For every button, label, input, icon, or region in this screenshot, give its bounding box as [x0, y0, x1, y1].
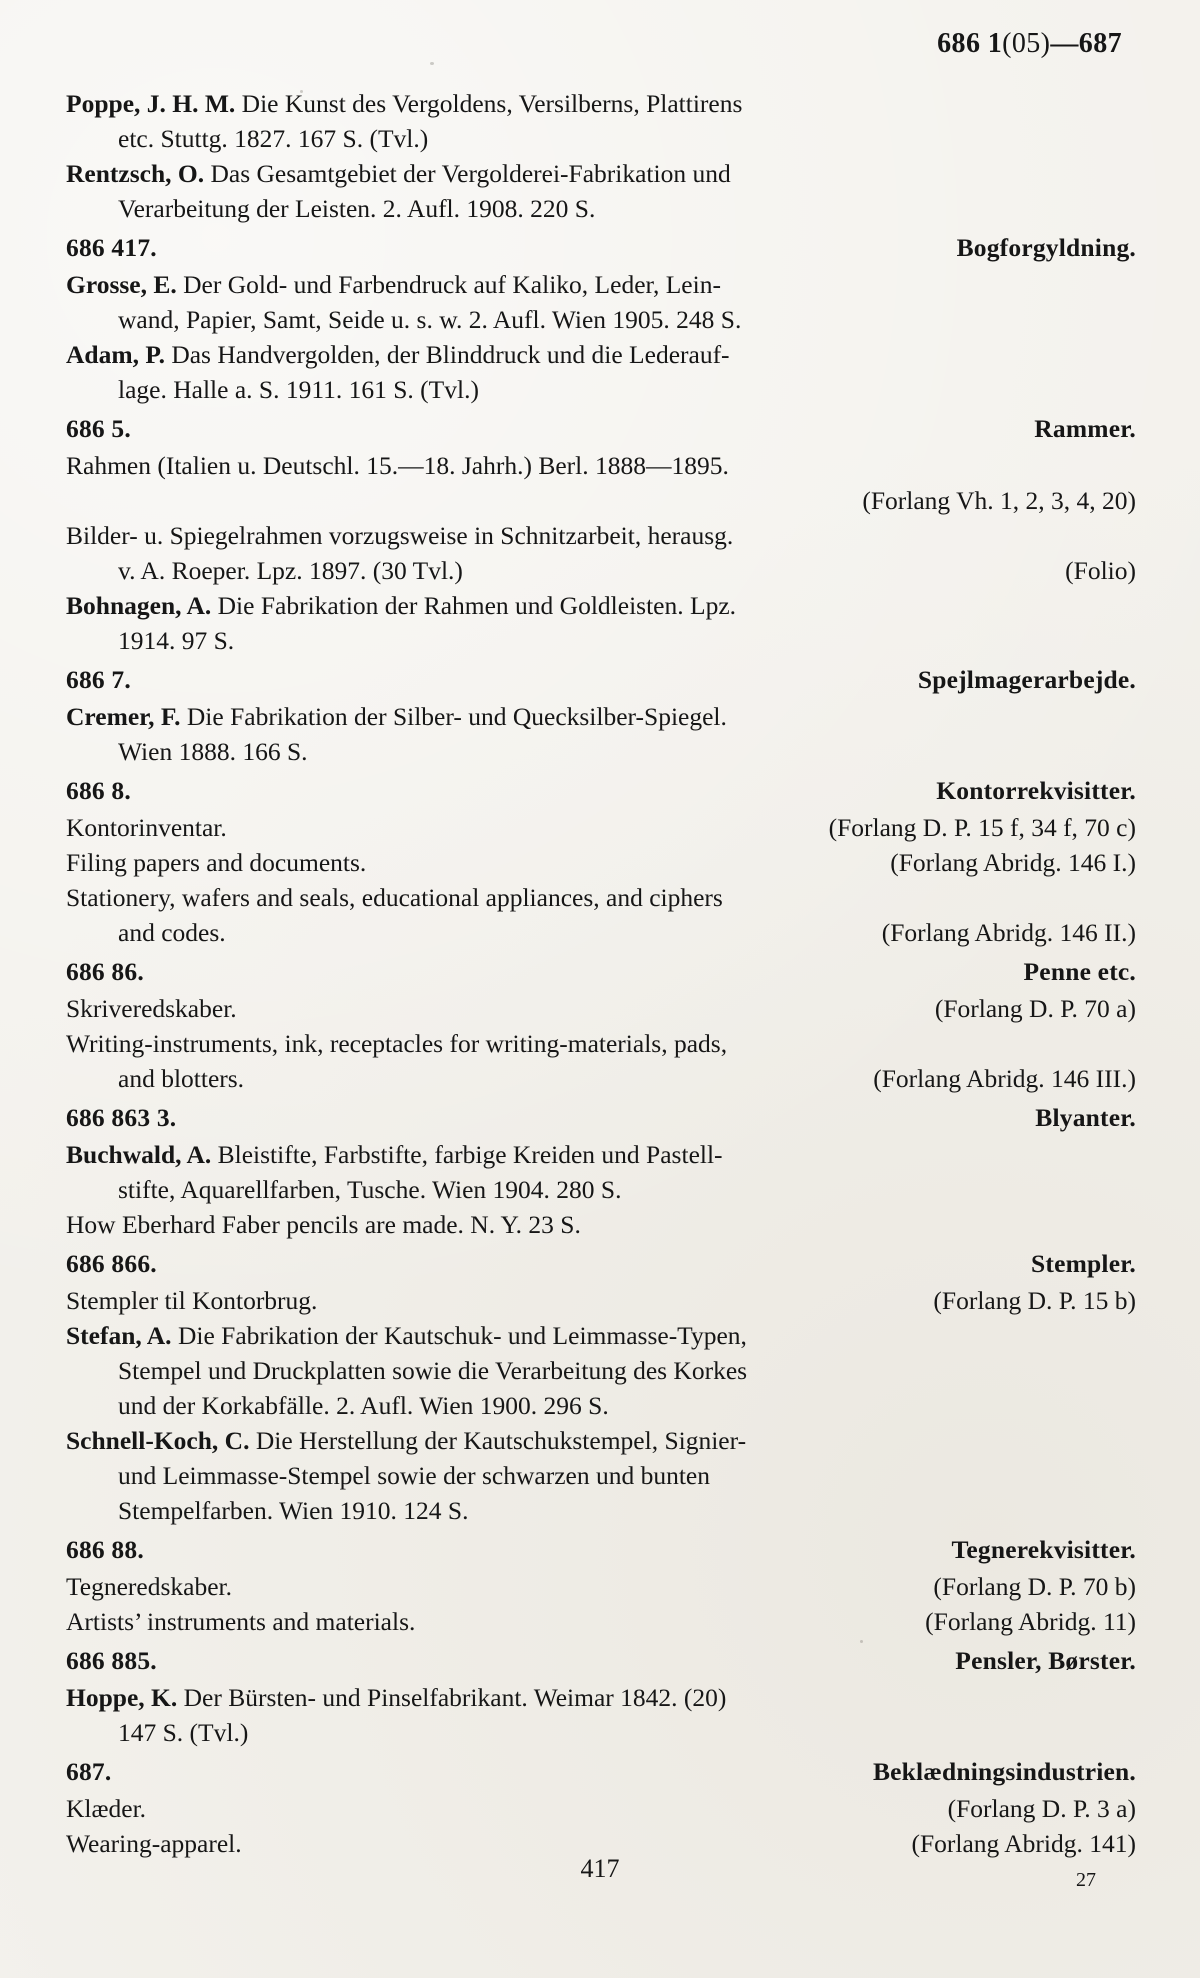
reference-order-code: (Forlang Abridg. 146 I.): [890, 848, 1136, 877]
running-head-right: —687: [1050, 28, 1122, 59]
class-heading-row: [52, 661, 1148, 699]
bibliography-entry: [52, 1318, 1148, 1423]
class-heading-row: [52, 1099, 1148, 1137]
class-heading-row: [52, 953, 1148, 991]
class-subject-name: Beklædningsindustrien.: [872, 1757, 1136, 1786]
entry-author: Buchwald, A.: [66, 1140, 212, 1169]
reference-label: Artists’ instruments and materials.: [66, 1607, 416, 1636]
entry-title-text: Das Gesamtgebiet der Vergolderei-Fabrikation und: [204, 159, 731, 188]
entry-title-text: Die Kunst des Vergoldens, Versilberns, Plattirens: [235, 89, 743, 118]
entry-author: Hoppe, K.: [66, 1683, 178, 1712]
bibliography-entry: [52, 86, 1148, 156]
entry-title-text: Der Bürsten- und Pinselfabrikant. Weimar 1842. (20): [177, 1683, 727, 1712]
bibliography-entry: [52, 699, 1148, 769]
reference-row: [52, 1283, 1148, 1318]
entry-continuation-line: und Leimmasse-Stempel sowie der schwarzen und bunten: [118, 1461, 711, 1490]
class-heading-row: [52, 1642, 1148, 1680]
class-number: 686 86.: [66, 957, 144, 986]
reference-label: and codes.: [118, 918, 226, 947]
class-number: 686 885.: [66, 1646, 157, 1675]
class-heading-row: [52, 772, 1148, 810]
entry-plain-line: How Eberhard Faber pencils are made. N. Y. 23 S.: [66, 1210, 581, 1239]
class-number: 686 417.: [66, 233, 157, 262]
entry-plain-line: Writing-instruments, ink, receptacles for writing-materials, pads,: [66, 1029, 728, 1058]
entry-first-line: [52, 156, 1148, 191]
entry-continuation-line: Verarbeitung der Leisten. 2. Aufl. 1908. 220 S.: [118, 194, 596, 223]
class-number: 686 5.: [66, 414, 131, 443]
entry-title-text: Der Gold- und Farbendruck auf Kaliko, Leder, Lein-: [176, 270, 721, 299]
entry-title-text: Das Handvergolden, der Blinddruck und die Lederauf-: [164, 340, 730, 369]
entry-title-text: Bleistifte, Farbstifte, farbige Kreiden und Pastell-: [211, 1140, 723, 1169]
entry-title-text: Die Herstellung der Kautschukstempel, Signier-: [249, 1426, 747, 1455]
reference-label: Filing papers and documents.: [66, 848, 367, 877]
class-heading-row: [52, 1753, 1148, 1791]
running-head: [52, 28, 1148, 60]
running-head-mid: (05): [1002, 28, 1051, 59]
bibliography-entry: [52, 156, 1148, 226]
class-number: 686 863 3.: [66, 1103, 177, 1132]
reference-row: [52, 553, 1148, 588]
bibliography-entry: [52, 588, 1148, 658]
page-body: [52, 28, 1148, 1948]
entry-first-line: [52, 1137, 1148, 1172]
reference-order-code: (Forlang Abridg. 141): [911, 1829, 1136, 1858]
reference-order-code: (Folio): [1065, 556, 1136, 585]
reference-order-code: (Forlang Abridg. 11): [925, 1607, 1136, 1636]
class-heading-row: [52, 1245, 1148, 1283]
bibliography-entry: [52, 337, 1148, 407]
entry-first-line: [52, 588, 1148, 623]
reference-order-code: (Forlang D. P. 3 a): [947, 1794, 1136, 1823]
reference-order-code: (Forlang D. P. 70 b): [933, 1572, 1136, 1601]
bibliography-entry: [52, 1137, 1148, 1207]
class-number: 686 7.: [66, 665, 131, 694]
class-subject-name: Penne etc.: [1023, 957, 1136, 986]
class-number: 687.: [66, 1757, 112, 1786]
signature-mark: 27: [1076, 1869, 1096, 1891]
reference-label: and blotters.: [118, 1064, 245, 1093]
reference-row: [52, 991, 1148, 1026]
reference-order-code: (Forlang D. P. 70 a): [934, 994, 1136, 1023]
reference-label: Kontorinventar.: [66, 813, 227, 842]
class-subject-name: Tegnerekvisitter.: [951, 1535, 1136, 1564]
reference-row: [52, 1604, 1148, 1639]
reference-label: Skriveredskaber.: [66, 994, 237, 1023]
class-heading-row: [52, 410, 1148, 448]
reference-row: [52, 1061, 1148, 1096]
class-subject-name: Blyanter.: [1035, 1103, 1136, 1132]
bibliography-entry: [52, 1423, 1148, 1528]
reference-label: v. A. Roeper. Lpz. 1897. (30 Tvl.): [118, 556, 463, 585]
entry-continuation-line: 147 S. (Tvl.): [118, 1718, 249, 1747]
class-subject-name: Stempler.: [1031, 1249, 1136, 1278]
reference-label: Stempler til Kontorbrug.: [66, 1286, 318, 1315]
entry-first-line: [52, 86, 1148, 121]
class-number: 686 8.: [66, 776, 131, 805]
entry-author: Bohnagen, A.: [66, 591, 212, 620]
running-head-left: 686 1: [937, 28, 1003, 59]
reference-order-code: (Forlang D. P. 15 f, 34 f, 70 c): [828, 813, 1136, 842]
reference-label: Klæder.: [66, 1794, 147, 1823]
entry-continuation-line: und der Korkabfälle. 2. Aufl. Wien 1900. 296 S.: [118, 1391, 609, 1420]
entry-continuation-line: wand, Papier, Samt, Seide u. s. w. 2. Aufl. Wien 1905. 248 S.: [118, 305, 742, 334]
entry-plain-line: Stationery, wafers and seals, educational appliances, and ciphers: [66, 883, 723, 912]
bibliography-entry: [52, 267, 1148, 337]
reference-label: Wearing-apparel.: [66, 1829, 242, 1858]
entry-continuation-line: Wien 1888. 166 S.: [118, 737, 308, 766]
entry-title-text: Die Fabrikation der Kautschuk- und Leimmasse-Typen,: [171, 1321, 747, 1350]
reference-row: [52, 845, 1148, 880]
reference-order-code: (Forlang Vh. 1, 2, 3, 4, 20): [862, 486, 1136, 515]
entry-first-line: [52, 699, 1148, 734]
reference-order-code: (Forlang Abridg. 146 II.): [881, 918, 1136, 947]
class-subject-name: Pensler, Børster.: [955, 1646, 1136, 1675]
folio-number: 417: [580, 1854, 620, 1883]
entry-author: Rentzsch, O.: [66, 159, 205, 188]
entry-title-text: Die Fabrikation der Silber- und Quecksilber-Spiegel.: [180, 702, 727, 731]
class-number: 686 866.: [66, 1249, 157, 1278]
class-subject-name: Rammer.: [1034, 414, 1136, 443]
entry-author: Schnell-Koch, C.: [66, 1426, 250, 1455]
entry-first-line: [52, 1680, 1148, 1715]
reference-order-code: (Forlang D. P. 15 b): [933, 1286, 1136, 1315]
entry-continuation-line: Stempel und Druckplatten sowie die Verarbeitung des Korkes: [118, 1356, 748, 1385]
class-number: 686 88.: [66, 1535, 144, 1564]
entry-author: Adam, P.: [66, 340, 165, 369]
entry-author: Grosse, E.: [66, 270, 177, 299]
reference-row: [52, 1569, 1148, 1604]
entry-plain-line: Bilder- u. Spiegelrahmen vorzugsweise in Schnitzarbeit, herausg.: [66, 521, 734, 550]
class-subject-name: Kontorrekvisitter.: [936, 776, 1136, 805]
entry-author: Poppe, J. H. M.: [66, 89, 236, 118]
reference-row: [52, 915, 1148, 950]
entry-first-line: [52, 267, 1148, 302]
class-subject-name: Spejlmagerarbejde.: [917, 665, 1136, 694]
reference-order-code: (Forlang Abridg. 146 III.): [873, 1064, 1136, 1093]
bibliography-list: [52, 86, 1148, 1861]
entry-continuation-line: etc. Stuttg. 1827. 167 S. (Tvl.): [118, 124, 429, 153]
reference-row: [52, 810, 1148, 845]
class-heading-row: [52, 229, 1148, 267]
class-subject-name: Bogforgyldning.: [956, 233, 1136, 262]
class-heading-row: [52, 1531, 1148, 1569]
bibliography-entry: [52, 1680, 1148, 1750]
entry-first-line: [52, 1318, 1148, 1353]
reference-row: [52, 1791, 1148, 1826]
entry-continuation-line: stifte, Aquarellfarben, Tusche. Wien 1904. 280 S.: [118, 1175, 622, 1204]
page-footer: [52, 1854, 1148, 1894]
entry-plain-line: Rahmen (Italien u. Deutschl. 15.—18. Jahrh.) Berl. 1888—1895.: [66, 451, 729, 480]
entry-first-line: [52, 1423, 1148, 1458]
entry-title-text: Die Fabrikation der Rahmen und Goldleisten. Lpz.: [211, 591, 737, 620]
entry-author: Stefan, A.: [66, 1321, 172, 1350]
entry-author: Cremer, F.: [66, 702, 181, 731]
reference-label: Tegneredskaber.: [66, 1572, 233, 1601]
entry-continuation-line: 1914. 97 S.: [118, 626, 235, 655]
entry-continuation-line: Stempelfarben. Wien 1910. 124 S.: [118, 1496, 469, 1525]
entry-first-line: [52, 337, 1148, 372]
entry-continuation-line: lage. Halle a. S. 1911. 161 S. (Tvl.): [118, 375, 479, 404]
